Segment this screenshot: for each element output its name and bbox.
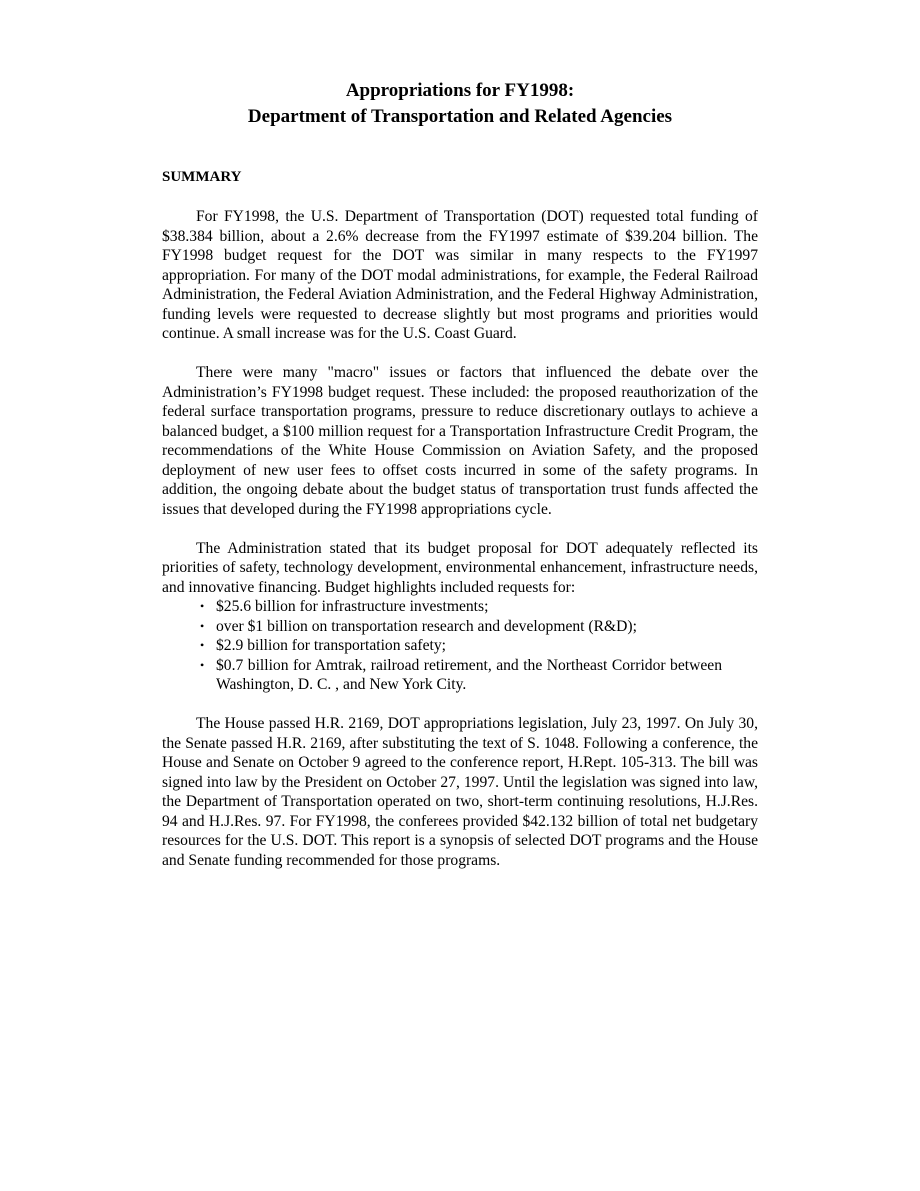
document-page — [162, 78, 758, 870]
list-item — [162, 617, 758, 637]
list-item-text: $0.7 billion for Amtrak, railroad retirement, and the Northeast Corridor between Washington, D. C. , and New York City. — [216, 656, 722, 693]
list-item-text: over $1 billion on transportation research and development (R&D); — [216, 617, 637, 635]
title-line-2: Department of Transportation and Related Agencies — [247, 106, 673, 127]
list-item-text: $2.9 billion for transportation safety; — [216, 637, 446, 654]
budget-highlights-list — [162, 597, 758, 695]
summary-paragraph-4: The House passed H.R. 2169, DOT appropriations legislation, July 23, 1997. On July 30, the Senate passed H.R. 2169, after substituting the text of S. 1048. Following a conference, the House and Senate on October 9 agreed to the conference report, H.Rept. 105-313. The bill was signed into law by the President on October 27, 1997. Until the legislation was signed into law, the Department of Transportation operated on two, short-term continuing resolutions, H.J.Res. 94 and H.J.Res. 97. For FY1998, the conferees provided $42.132 billion of total net budgetary resources for the U.S. DOT. This report is a synopsis of selected DOT programs and the House and Senate funding recommended for those programs. — [162, 715, 758, 869]
bullet-icon: • — [200, 638, 205, 652]
summary-paragraph-1: For FY1998, the U.S. Department of Transportation (DOT) requested total funding of $38.384 billion, about a 2.6% decrease from the FY1997 estimate of $39.204 billion. The FY1998 budget request for the DOT was similar in many respects to the FY1997 appropriation. For many of the DOT modal administrations, for example, the Federal Railroad Administration, the Federal Aviation Administration, and the Federal Highway Administration, funding levels were requested to decrease slightly but most programs and priorities would continue. A small increase was for the U.S. Coast Guard. — [162, 208, 758, 342]
summary-paragraph-2: There were many "macro" issues or factors that influenced the debate over the Administration’s FY1998 budget request. These included: the proposed reauthorization of the federal surface transportation programs, pressure to reduce discretionary outlays to achieve a balanced budget, a $100 million request for a Transportation Infrastructure Credit Program, the recommendations of the White House Commission on Aviation Safety, and the proposed deployment of new user fees to offset costs incurred in some of the safety programs. In addition, the ongoing debate about the budget status of transportation trust funds affected the issues that developed during the FY1998 appropriations cycle. — [162, 364, 758, 518]
summary-paragraph-3: The Administration stated that its budget proposal for DOT adequately reflected its priorities of safety, technology development, environmental enhancement, infrastructure needs, and innovative financing. Budget highlights included requests for: — [162, 539, 758, 596]
list-item — [162, 656, 758, 695]
bullet-icon: • — [200, 657, 205, 672]
list-item — [162, 636, 758, 656]
list-item — [162, 597, 758, 617]
document-title — [162, 78, 758, 130]
bullet-icon: • — [200, 599, 205, 613]
list-item-text: $25.6 billion for infrastructure investments; — [216, 598, 489, 615]
title-line-1: Appropriations for FY1998: — [345, 80, 575, 101]
bullet-icon: • — [200, 618, 205, 633]
summary-heading: SUMMARY — [162, 169, 242, 185]
